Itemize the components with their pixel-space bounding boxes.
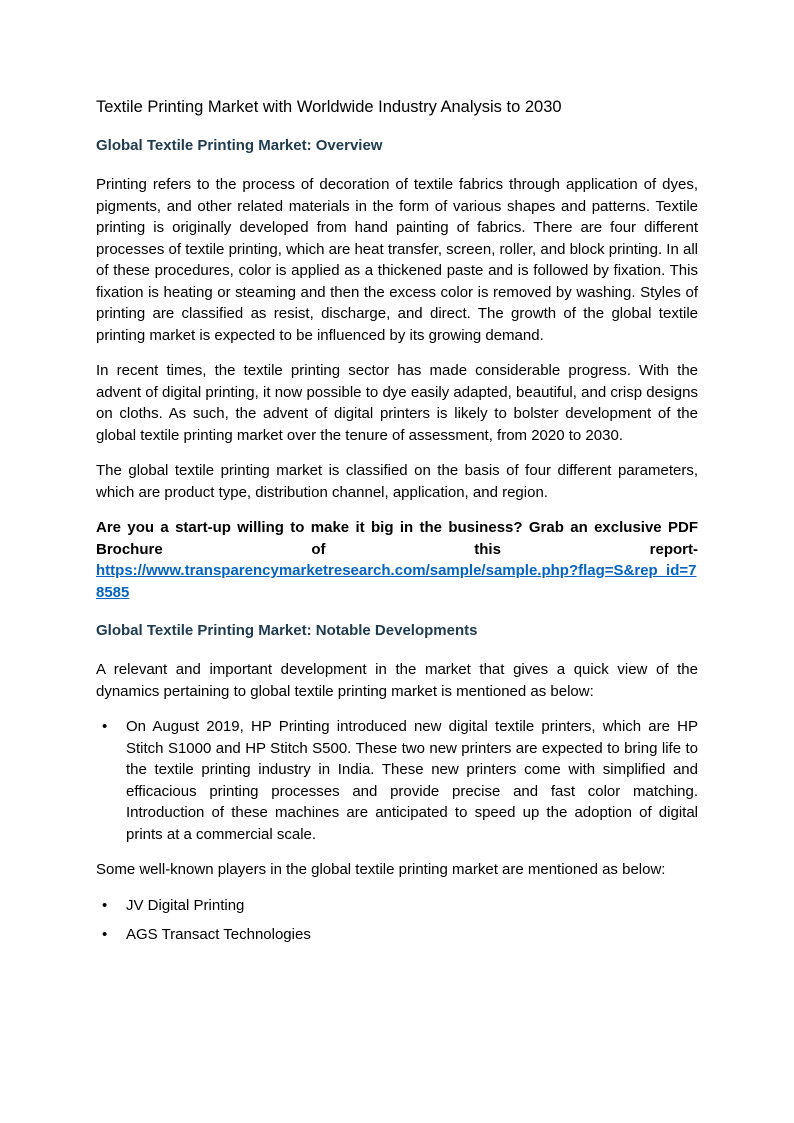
cta-text-line1: Are you a start-up willing to make it big in the business? Grab an exclusive PDF [96,519,698,536]
development-text: On August 2019, HP Printing introduced new digital textile printers, which are HP Stitch S1000 and HP Stitch S500. These two new printers are expected to bring life to the textile printing industry in India. These new printers come with simplified and efficacious printing processes and provide precise and fast color matching. Introduction of these machines are anticipated to speed up the adoption of digital prints at a commercial scale. [126,718,698,843]
bullet-icon: • [102,718,108,735]
developments-heading: Global Textile Printing Market: Notable Developments [96,622,478,639]
list-item [96,895,698,917]
document-page [96,96,698,960]
document-title: Textile Printing Market with Worldwide Industry Analysis to 2030 [96,98,562,116]
overview-paragraph-2: In recent times, the textile printing sector has made considerable progress. With the advent of digital printing, it now possible to dye easily adapted, beautiful, and crisp designs on cloths. As such, the advent of digital printers is likely to bolster development of the global textile printing market over the tenure of assessment, from 2020 to 2030. [96,362,698,444]
cta-block [96,517,698,603]
players-intro: Some well-known players in the global textile printing market are mentioned as below: [96,861,666,878]
list-item [96,924,698,946]
list-item [96,716,698,845]
player-name: AGS Transact Technologies [126,926,311,943]
developments-list [96,716,698,845]
developments-intro: A relevant and important development in the market that gives a quick view of the dynamics pertaining to global textile printing market is mentioned as below: [96,661,698,700]
bullet-icon: • [102,896,108,914]
brochure-link[interactable]: https://www.transparencymarketresearch.com/sample/sample.php?flag=S&rep_id=78585 [96,562,697,601]
player-name: JV Digital Printing [126,896,245,914]
overview-paragraph-1: Printing refers to the process of decoration of textile fabrics through application of dyes, pigments, and other related materials in the form of various shapes and patterns. Textile printing is originally developed from hand painting of fabrics. There are four different processes of textile printing, which are heat transfer, screen, roller, and block printing. In all of these procedures, color is applied as a thickened paste and is followed by fixation. This fixation is heating or steaming and then the excess color is removed by washing. Styles of printing are classified as resist, discharge, and direct. The growth of the global textile printing market is expected to be influenced by its growing demand. [96,176,698,344]
overview-paragraph-3: The global textile printing market is classified on the basis of four different parameters, which are product type, distribution channel, application, and region. [96,462,698,501]
players-list [96,895,698,946]
cta-text-line2: Brochure of this report- [96,540,698,558]
bullet-icon: • [102,926,108,943]
overview-heading: Global Textile Printing Market: Overview [96,137,383,154]
